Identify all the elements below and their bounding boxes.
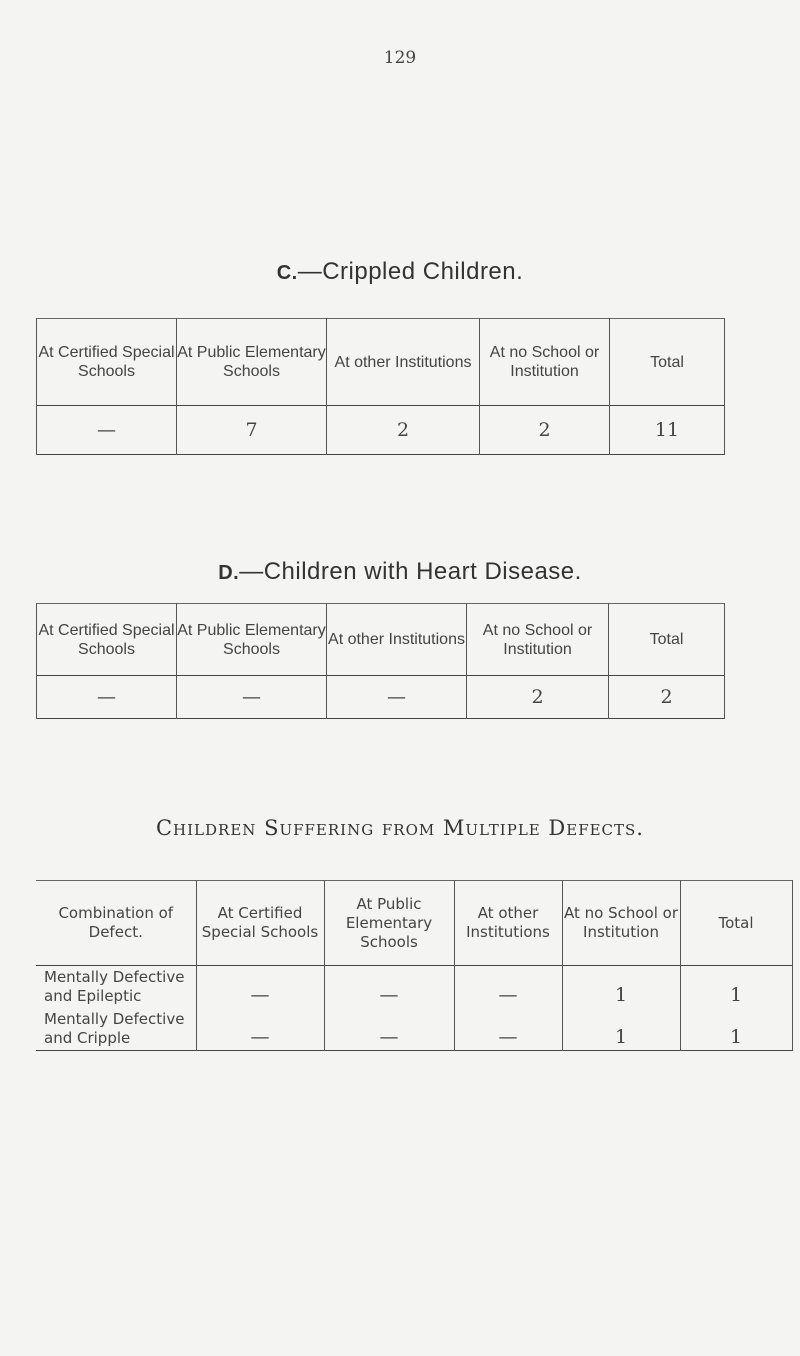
table-cell: — — [196, 966, 324, 1009]
table-cell: — — [177, 676, 327, 719]
table-header-row — [36, 881, 792, 966]
column-header: At other Institutions — [327, 604, 467, 676]
column-header: At Certified Special Schools — [37, 319, 177, 406]
heart-disease-table — [36, 603, 725, 719]
table-row — [36, 1008, 792, 1051]
section-c-letter: C. — [276, 262, 298, 284]
multiple-defects-table — [36, 880, 793, 1051]
table-cell: — — [454, 1008, 562, 1051]
table-header-row — [37, 604, 725, 676]
column-header: Total — [680, 881, 792, 966]
table-cell: 11 — [610, 406, 725, 455]
table-cell: 1 — [680, 1008, 792, 1051]
row-label: Mentally Defective and Epileptic — [36, 966, 196, 1009]
table-cell: — — [324, 966, 454, 1009]
table-cell: — — [327, 676, 467, 719]
column-header: At other Institutions — [454, 881, 562, 966]
section-d-letter: D. — [218, 562, 240, 584]
table-row — [37, 406, 725, 455]
column-header: Combination of Defect. — [58, 904, 174, 941]
table-cell: — — [196, 1008, 324, 1051]
table-cell: — — [324, 1008, 454, 1051]
column-header: At Public Elementary Schools — [324, 881, 454, 966]
table-row — [37, 676, 725, 719]
crippled-children-table — [36, 318, 725, 455]
column-header: At Public Elementary Schools — [177, 319, 327, 406]
section-d-title — [0, 558, 800, 586]
table-cell: 1 — [562, 966, 680, 1009]
table-cell: 2 — [480, 406, 610, 455]
row-label: Mentally Defective and Cripple — [44, 1010, 185, 1047]
column-header: At Public Elementary Schools — [177, 604, 327, 676]
table-cell: — — [37, 406, 177, 455]
table-header-row — [37, 319, 725, 406]
table-cell: — — [454, 966, 562, 1009]
table-cell: 1 — [562, 1008, 680, 1051]
table-cell: 2 — [467, 676, 609, 719]
column-header: At other Institutions — [327, 319, 480, 406]
column-header: At Certified Special Schools — [196, 881, 324, 966]
column-header: At no School or Institution — [562, 881, 680, 966]
table-cell: 7 — [177, 406, 327, 455]
column-header: Total — [609, 604, 725, 676]
column-header: At no School or Institution — [480, 319, 610, 406]
column-header: Total — [610, 319, 725, 406]
section-d-title-text: —Children with Heart Disease. — [239, 558, 582, 585]
column-header: At Certified Special Schools — [37, 604, 177, 676]
table-cell: 2 — [327, 406, 480, 455]
column-header: At no School or Institution — [467, 604, 609, 676]
multiple-defects-title: Children Suffering from Multiple Defects. — [155, 816, 644, 840]
table-cell: 2 — [609, 676, 725, 719]
page-number: 129 — [383, 48, 417, 68]
section-c-title — [0, 258, 800, 286]
table-cell: — — [37, 676, 177, 719]
table-cell: 1 — [680, 966, 792, 1009]
table-row — [36, 966, 792, 1009]
section-c-title-text: —Crippled Children. — [297, 258, 524, 285]
